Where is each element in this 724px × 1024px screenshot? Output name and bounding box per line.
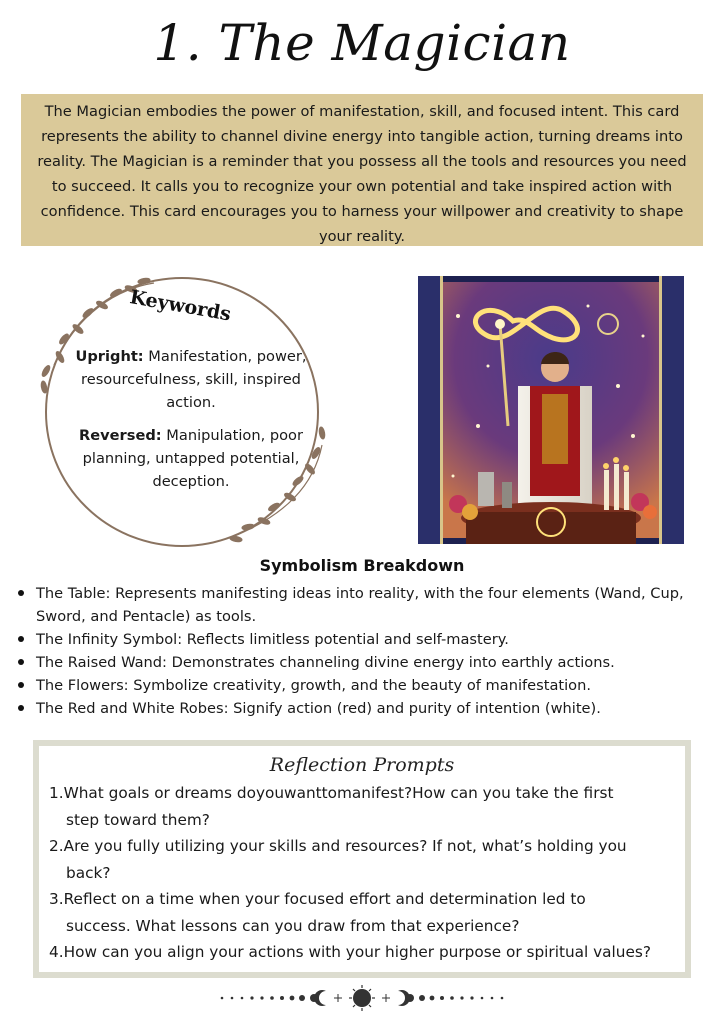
bullet-icon <box>18 636 24 642</box>
symbolism-list <box>18 582 708 720</box>
keywords-heading: Keywords <box>128 286 233 326</box>
list-item: 4.How can you align your actions with your higher purpose or spiritual values? <box>49 943 651 961</box>
symbolism-heading: Symbolism Breakdown <box>259 556 465 575</box>
list-item: 1.What goals or dreams doyouwanttomanifest?How can you take the first step toward them? <box>49 784 614 829</box>
bullet-icon <box>18 705 24 711</box>
reversed-label: Reversed: <box>79 427 162 444</box>
list-item: The Raised Wand: Demonstrates channeling divine energy into earthly actions. <box>18 651 708 674</box>
upright-text: Manifestation, power, resourcefulness, skill, inspired action. <box>81 348 307 411</box>
reversed-text: Manipulation, poor planning, untapped potential, deception. <box>82 427 303 490</box>
keywords-reversed <box>70 424 312 493</box>
list-item: 3.Reflect on a time when your focused effort and determination led to success. What lessons can you draw from that experience? <box>49 890 586 935</box>
magician-card-image <box>418 276 684 544</box>
intro-description: The Magician embodies the power of manifestation, skill, and focused intent. This card represents the ability to channel divine energy into tangible action, turning dreams into reality. The Magician is a reminder that you possess all the tools and resources you need to succeed. It calls you to recognize your own potential and take inspired action with confidence. This card encourages you to harness your willpower and creativity to shape your reality. <box>21 94 703 246</box>
upright-label: Upright: <box>75 348 144 365</box>
list-item: The Infinity Symbol: Reflects limitless potential and self-mastery. <box>18 628 708 651</box>
bullet-icon <box>18 682 24 688</box>
prompts-list <box>49 780 679 966</box>
ornament-divider <box>0 984 724 1014</box>
list-item: 2.Are you fully utilizing your skills and resources? If not, what’s holding you back? <box>49 837 627 882</box>
magician-illustration-icon <box>418 276 684 544</box>
page-title: 1. The Magician <box>153 14 571 72</box>
list-item: The Flowers: Symbolize creativity, growth, and the beauty of manifestation. <box>18 674 708 697</box>
keywords-upright <box>70 345 312 414</box>
bullet-icon <box>18 590 24 596</box>
bullet-icon <box>18 659 24 665</box>
list-item: The Red and White Robes: Signify action (red) and purity of intention (white). <box>18 697 708 720</box>
list-item: The Table: Represents manifesting ideas into reality, with the four elements (Wand, Cup, Sword, and Pentacle) as tools. <box>18 582 708 628</box>
moon-phases-icon <box>0 984 724 1014</box>
reflection-prompts-heading: Reflection Prompts <box>269 754 455 776</box>
reflection-prompts-box <box>33 740 691 978</box>
